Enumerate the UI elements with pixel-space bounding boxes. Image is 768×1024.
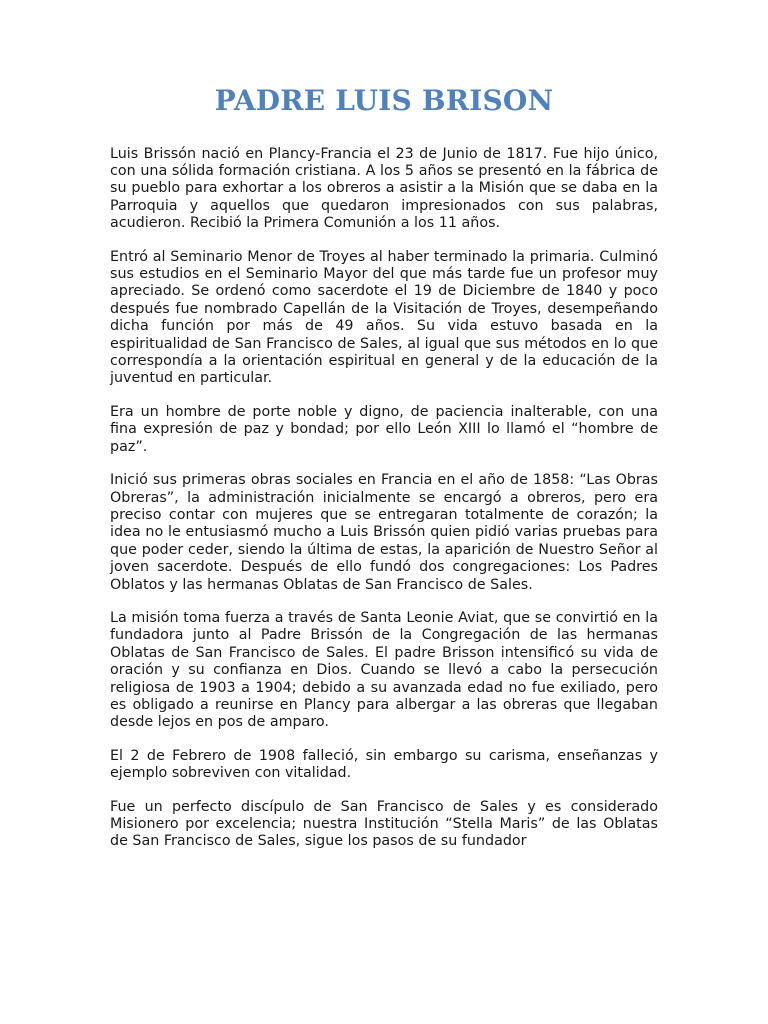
paragraph-death: El 2 de Febrero de 1908 falleció, sin embargo su carisma, enseñanzas y ejemplo sobreviven con vitalidad. <box>110 747 658 782</box>
paragraph-legacy: Fue un perfecto discípulo de San Francisco de Sales y es considerado Misionero por excelencia; nuestra Institución “Stella Maris” de las Oblatas de San Francisco de Sales, sigue los pasos de su fundador <box>110 798 658 850</box>
paragraph-birth: Luis Brissón nació en Plancy-Francia el 23 de Junio de 1817. Fue hijo único, con una sólida formación cristiana. A los 5 años se presentó en la fábrica de su pueblo para exhortar a los obreros a asistir a la Misión que se daba en la Parroquia y aquellos que quedaron impresionados con sus palabras, acudieron. Recibió la Primera Comunión a los 11 años. <box>110 145 658 232</box>
page-title: PADRE LUIS BRISON <box>214 84 554 117</box>
paragraph-seminary: Entró al Seminario Menor de Troyes al haber terminado la primaria. Culminó sus estudios en el Seminario Mayor del que más tarde fue un profesor muy apreciado. Se ordenó como sacerdote el 19 de Diciembre de 1840 y poco después fue nombrado Capellán de la Visitación de Troyes, desempeñando dicha función por más de 49 años. Su vida estuvo basada en la espiritualidad de San Francisco de Sales, al igual que sus métodos en lo que correspondía a la orientación espiritual en general y de la educación de la juventud en particular. <box>110 248 658 387</box>
paragraph-character: Era un hombre de porte noble y digno, de paciencia inalterable, con una fina expresión de paz y bondad; por ello León XIII lo llamó el “hombre de paz”. <box>110 403 658 455</box>
document-page <box>110 84 658 867</box>
paragraph-social-works: Inició sus primeras obras sociales en Francia en el año de 1858: “Las Obras Obreras”, la administración inicialmente se encargó a obreros, pero era preciso contar con mujeres que se entregaran totalmente de corazón; la idea no le entusiasmó mucho a Luis Brissón quien pidió varias pruebas para que poder ceder, siendo la última de estas, la aparición de Nuestro Señor al joven sacerdote. Después de ello fundó dos congregaciones: Los Padres Oblatos y las hermanas Oblatas de San Francisco de Sales. <box>110 472 658 593</box>
paragraph-mission: La misión toma fuerza a través de Santa Leonie Aviat, que se convirtió en la fundadora junto al Padre Brissón de la Congregación de las hermanas Oblatas de San Francisco de Sales. El padre Brisson intensificó su vida de oración y su confianza en Dios. Cuando se llevó a cabo la persecución religiosa de 1903 a 1904; debido a su avanzada edad no fue exiliado, pero es obligado a reunirse en Plancy para albergar a las obreras que llegaban desde lejos en pos de amparo. <box>110 609 658 731</box>
